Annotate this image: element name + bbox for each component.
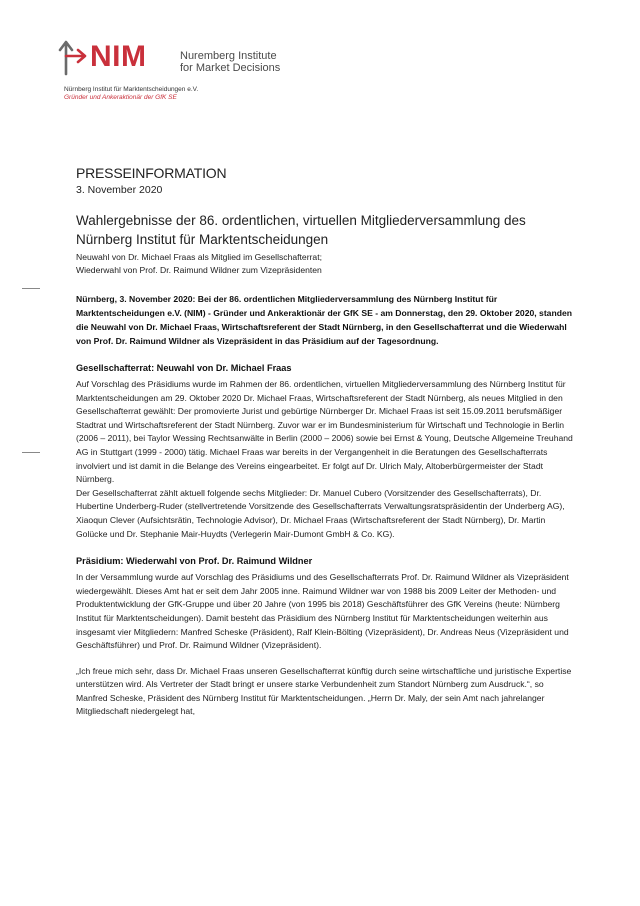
title-line1: Wahlergebnisse der 86. ordentlichen, virtuellen Mitgliederversammlung des bbox=[76, 213, 526, 228]
document-kicker: PRESSEINFORMATION bbox=[76, 165, 227, 181]
paragraph: Der Gesellschafterrat zählt aktuell folgende sechs Mitglieder: Dr. Manuel Cubero (Vorsitzender des Gesellschafterrats), Dr. Hubertine Underberg-Ruder (stellvertretende Vorsitzende des Gesellschafterrats Verwaltungsratspräsidentin der Underberg AG), Xiaoqun Clever (Aufsichtsrätin, Technologie Advisor), Dr. Michael Fraas (Wirtschaftsreferent der Stadt Nürnberg), Dr. Martin Golücke und Dr. Stephanie Mair-Huydts (Verlegerin Mair-Dumont GmbH & Co. KG). bbox=[76, 487, 565, 539]
press-release-body bbox=[76, 164, 576, 719]
logo-name-line2: for Market Decisions bbox=[180, 62, 281, 74]
arrows-icon bbox=[56, 36, 90, 76]
fold-mark-top bbox=[22, 288, 40, 289]
document-subtitle bbox=[76, 251, 576, 276]
title-line2: Nürnberg Institut für Marktentscheidungen bbox=[76, 232, 329, 247]
subtitle-line2: Wiederwahl von Prof. Dr. Raimund Wildner zum Vizepräsidenten bbox=[76, 264, 322, 275]
fold-mark-middle bbox=[22, 452, 40, 453]
org-name: Nürnberg Institut für Marktentscheidungen e.V. bbox=[64, 86, 199, 93]
subtitle-line1: Neuwahl von Dr. Michael Fraas als Mitglied im Gesellschafterrat; bbox=[76, 252, 322, 262]
paragraph: In der Versammlung wurde auf Vorschlag des Präsidiums und des Gesellschafterrats Prof. Dr. Raimund Wildner als Vizepräsident wiedergewählt. Dieses Amt hat er seit dem Jahr 2005 inne. Raimund Wildner war von 1988 bis 2009 Leiter der Methoden- und Produktentwicklung der GfK-Gruppe und über 20 Jahre (von 1995 bis 2018) Geschäftsführer des GfK Vereins (heute: Nürnberg Institut für Marktentscheidungen). Damit besteht das Präsidium des Nürnberg Institut für Marktentscheidungen weiterhin aus insgesamt vier Mitgliedern: Manfred Scheske (Präsident), Ralf Klein-Bölting (Vizepräsident), Dr. Andreas Neus (Vizepräsident und Geschäftsführer) und Prof. Dr. Raimund Wildner (Vizepräsident). bbox=[76, 572, 569, 651]
section-heading-gesellschafterrat: Gesellschafterrat: Neuwahl von Dr. Michael Fraas bbox=[76, 363, 292, 373]
organization-info bbox=[64, 86, 198, 102]
section-heading-praesidium: Präsidium: Wiederwahl von Prof. Dr. Raimund Wildner bbox=[76, 556, 313, 567]
quote-paragraph: „Ich freue mich sehr, dass Dr. Michael Fraas unseren Gesellschafterrat künftig durch seine wirtschaftliche und juristische Expertise unterstützen wird. Als Vertreter der Stadt bringt er unsere starke Verbundenheit zum Standort Nürnberg zum Ausdruck.“, so Manfred Scheske, Präsident des Nürnberg Institut für Marktentscheidungen. „Herrn Dr. Maly, der sein Amt nach jahrelanger Mitgliedschaft niedergelegt hat, bbox=[76, 665, 572, 717]
lead-paragraph: Nürnberg, 3. November 2020: Bei der 86. ordentlichen Mitgliederversammlung des Nürnberg Institut für Marktentscheidungen e.V. (NIM) - Gründer und Ankeraktionär der GfK SE - am Donnerstag, den 29. Oktober 2020, standen die Neuwahl von Dr. Michael Fraas, Wirtschaftsreferent der Stadt Nürnberg, in den Gesellschafterrat und die Wiederwahl von Prof. Dr. Raimund Wildner als Vizepräsident in das Präsidium auf der Tagesordnung. bbox=[76, 294, 572, 346]
logo-wordmark: NIM bbox=[90, 40, 147, 73]
nim-logo bbox=[56, 36, 296, 78]
document-date: 3. November 2020 bbox=[76, 184, 163, 196]
logo-institute-name bbox=[180, 50, 280, 74]
logo-name-line1: Nuremberg Institute bbox=[180, 50, 277, 62]
org-tagline: Gründer und Ankeraktionär der GfK SE bbox=[64, 94, 177, 101]
paragraph: Auf Vorschlag des Präsidiums wurde im Rahmen der 86. ordentlichen, virtuellen Mitgliederversammlung des Nürnberg Institut für Marktentscheidungen am 29. Oktober 2020 Dr. Michael Fraas, Wirtschaftsreferent der Stadt Nürnberg, als neues Mitglied in den Gesellschafterrat gewählt: Der promovierte Jurist und gebürtige Nürnberger Dr. Michael Fraas ist seit 15.09.2011 berufsmäßiger Stadtrat und Wirtschaftsreferent der Stadt Nürnberg. Zuvor war er im Bundesministerium für Wirtschaft und Technologie in Berlin (2006 – 2011), bei Taylor Wessing Rechtsanwälte in Berlin (2000 – 2006) sowie bei Ernst & Young, Deutsche Allgemeine Treuhand AG in Stuttgart (1999 - 2000) tätig. Michael Fraas war bereits in der Vergangenheit in die Beratungen des Gesellschafterrats involviert und ist damit in die Belange des Vereins eingearbeitet. Er folgt auf Dr. Ulrich Maly, Altoberbürgermeister der Stadt Nürnberg. bbox=[76, 379, 573, 485]
document-title bbox=[76, 211, 576, 249]
